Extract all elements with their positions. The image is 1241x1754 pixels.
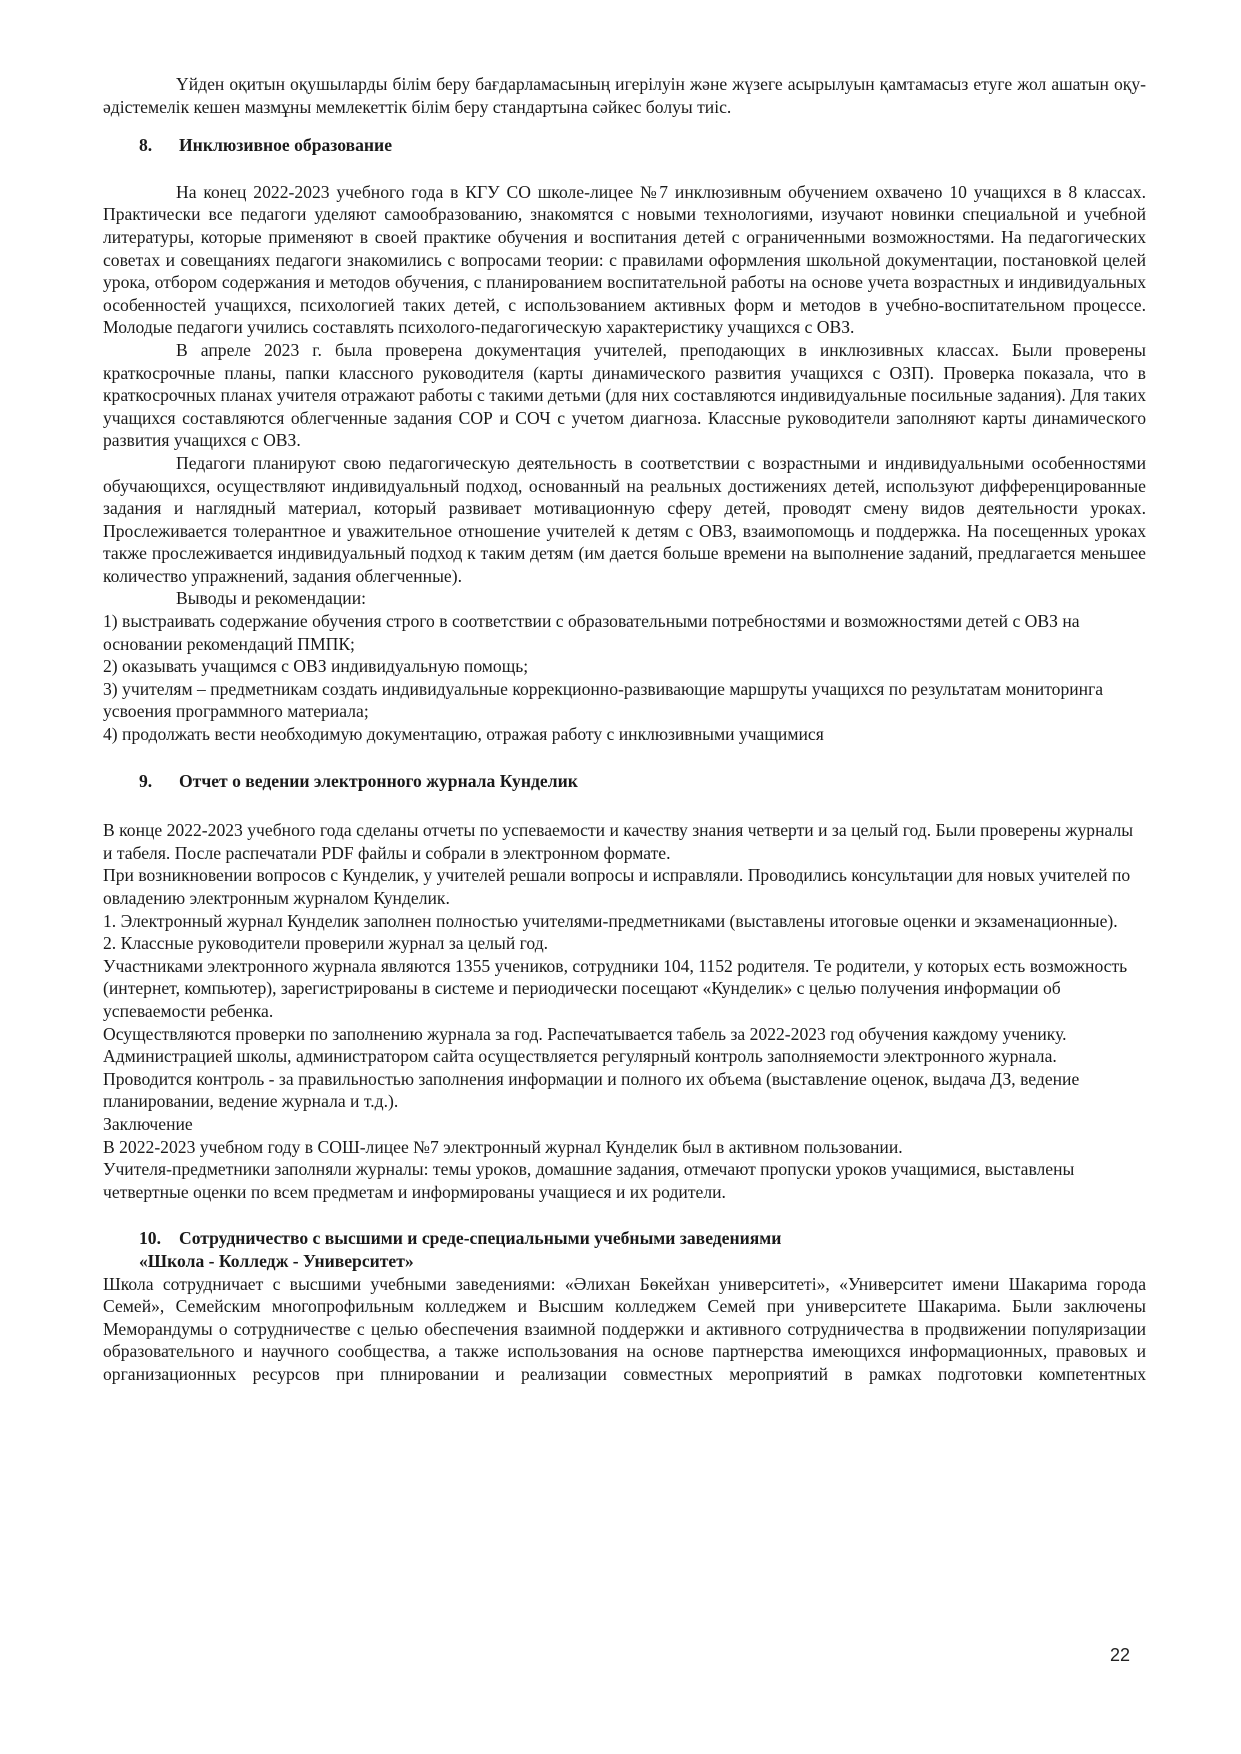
section-9-line-4: 2. Классные руководители проверили журнал за целый год. [103,933,549,954]
section-9-heading [103,770,1146,793]
section-8-heading [103,134,1146,157]
page-number: 22 [1110,1645,1131,1665]
section-10-heading [103,1227,1146,1250]
section-9-line-2: При возникновении вопросов с Кунделик, у учителей решали вопросы и исправляли. Проводились консультации для новых учителей по овладению электронным журналом Кунделик. [103,865,1131,908]
section-9-line-8: Заключение [103,1113,193,1134]
section-9-line-10: Учителя-предметники заполняли журналы: темы уроков, домашние задания, отмечают пропуски уроков учащимися, выставлены четвертные оценки по всем предметам и информированы учащиеся и их родители. [103,1159,1075,1202]
section-9-line-5: Участниками электронного журнала являются 1355 учеников, сотрудники 104, 1152 родителя. Те родители, у которых есть возможность (интернет, компьютер), зарегистрированы в системе и периодически посещают «Кунделик» с целью получения информации об успеваемости ребенка. [103,955,1128,1021]
section-9-title: Отчет о ведении электронного журнала Кунделик [179,770,578,791]
section-8-paragraph-1: На конец 2022-2023 учебного года в КГУ СО школе-лицее №7 инклюзивным обучением охвачено 10 учащихся в 8 классах. Практически все педагоги уделяют самообразованию, знакомятся с новыми технологиями, изучают новинки специальной и учебной литературы, которые применяют в своей практике обучения и воспитания детей с ограниченными возможностями. На педагогических советах и совещаниях педагоги знакомились с вопросами теории: с правилами оформления школьной документации, постановкой целей урока, отбором содержания и методов обучения, с планированием воспитательной работы на основе учета возрастных и индивидуальных особенностей учащихся, психологией таких детей, с использованием активных форм и методов в учебно-воспитательном процессе. Молодые педагоги учились составлять психолого-педагогическую характеристику учащихся с ОВЗ. [103,181,1146,338]
section-9-number: 9. [139,770,153,791]
section-9-line-7: Администрацией школы, администратором сайта осуществляется регулярный контроль заполняемости электронного журнала. Проводится контроль - за правильностью заполнения информации и полного их объема (выставление оценок, выдача ДЗ, ведение планировании, ведение журнала и т.д.). [103,1046,1080,1112]
section-10-title: Сотрудничество с высшими и среде-специальными учебными заведениями [179,1228,782,1249]
section-10-paragraph-1: Школа сотрудничает с высшими учебными заведениями: «Әлихан Бөкейхан университеті», «Университет имени Шакарима города Семей», Семейским многопрофильным колледжем и Высшим колледжем Семей при университете Шакарима. Были заключены Меморандумы о сотрудничестве с целью обеспечения взаимной поддержки и активного сотрудничества в продвижении популяризации образовательного и научного сообщества, а также использования на основе партнерства имеющихся информационных, правовых и организационных ресурсов при плнировании и реализации совместных мероприятий в рамках подготовки компетентных [103,1273,1146,1384]
section-9-line-3: 1. Электронный журнал Кунделик заполнен полностью учителями-предметниками (выставлены итоговые оценки и экзаменационные). [103,910,1118,931]
recommendation-item-4: 4) продолжать вести необходимую документацию, отражая работу с инклюзивными учащимися [103,724,824,745]
conclusions-heading: Выводы и рекомендации: [176,588,366,609]
section-8-paragraph-2: В апреле 2023 г. была проверена документация учителей, преподающих в инклюзивных классах. Были проверены краткосрочные планы, папки классного руководителя (карты динамического развития учащихся с ОЗП). Проверка показала, что в краткосрочных планах учителя отражают работы с такими детьми (для них составляются индивидуальные посильные задания). Для таких учащихся составляются облегченные задания СОР и СОЧ с учетом диагноза. Классные руководители заполняют карты динамического развития учащихся с ОВЗ. [103,339,1146,451]
section-8-paragraph-3: Педагоги планируют свою педагогическую деятельность в соответствии с возрастными и индивидуальными особенностями обучающихся, осуществляют индивидуальный подход, основанный на реальных достижениях детей, используют дифференцированные задания и наглядный материал, который развивает мотивационную сферу детей, проводят смену видов деятельности уроках. Прослеживается толерантное и уважительное отношение учителей к детям с ОВЗ, взаимопомощь и поддержка. На посещенных уроках также прослеживается индивидуальный подход к таким детям (им дается больше времени на выполнение заданий, предлагается меньшее количество упражнений, задания облегченные). [103,452,1146,586]
section-8-number: 8. [139,135,153,156]
recommendation-item-1: 1) выстраивать содержание обучения строго в соответствии с образовательными потребностями и возможностями детей с ОВЗ на основании рекомендаций ПМПК; [103,611,1080,654]
page-content [103,73,1146,1385]
section-9-line-1: В конце 2022-2023 учебного года сделаны отчеты по успеваемости и качеству знания четверти и за целый год. Были проверены журналы и табеля. После распечатали PDF файлы и собрали в электронном формате. [103,820,1134,863]
section-10-subtitle: «Школа - Колледж - Университет» [139,1250,414,1271]
section-8-title: Инклюзивное образование [179,135,393,156]
section-9-line-9: В 2022-2023 учебном году в СОШ-лицее №7 электронный журнал Кунделик был в активном пользовании. [103,1136,903,1157]
section-9-line-6: Осуществляются проверки по заполнению журнала за год. Распечатывается табель за 2022-2023 год обучения каждому ученику. [103,1023,1067,1044]
section-10-number: 10. [139,1228,161,1249]
recommendation-item-2: 2) оказывать учащимся с ОВЗ индивидуальную помощь; [103,656,529,677]
intro-paragraph: Үйден оқитын оқушыларды білім беру бағдарламасының игерілуін және жүзеге асырылуын қамтамасыз етуге жол ашатын оқу-әдістемелік кешен мазмұны мемлекеттік білім беру стандартына сәйкес болуы тиіс. [103,74,1146,117]
recommendation-item-3: 3) учителям – предметникам создать индивидуальные коррекционно-развивающие маршруты учащихся по результатам мониторинга усвоения программного материала; [103,678,1104,722]
